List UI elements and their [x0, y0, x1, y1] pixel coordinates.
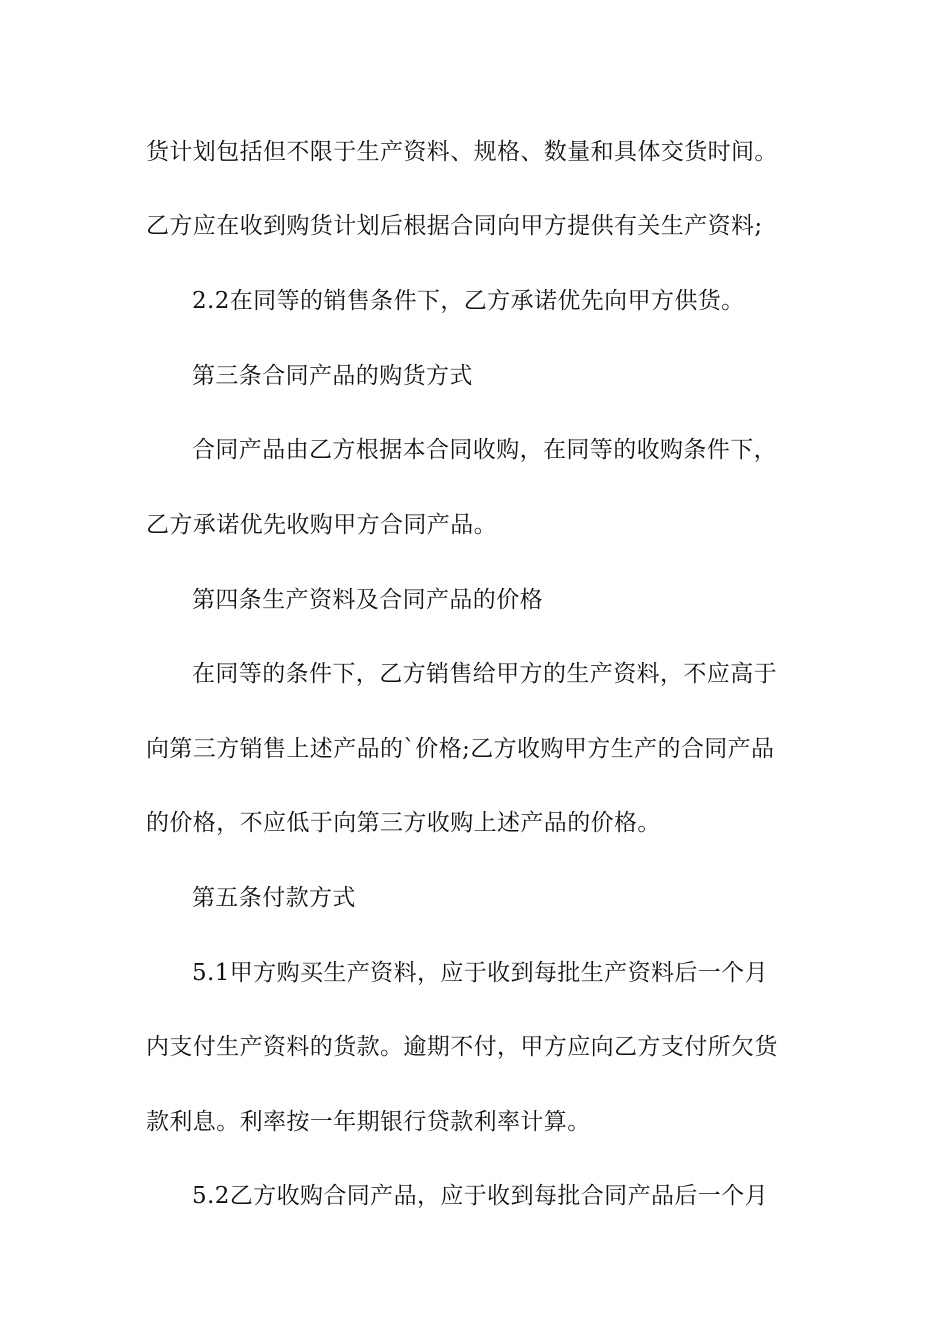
- paragraph-line: 2.2在同等的销售条件下，乙方承诺优先向甲方供货。: [192, 288, 745, 314]
- paragraph-line: 向第三方销售上述产品的`价格;乙方收购甲方生产的合同产品: [146, 736, 775, 762]
- paragraph-line: 在同等的条件下，乙方销售给甲方的生产资料，不应高于: [192, 661, 777, 687]
- paragraph-line: 5.1甲方购买生产资料，应于收到每批生产资料后一个月: [192, 960, 768, 986]
- paragraph-line: 乙方应在收到购货计划后根据合同向甲方提供有关生产资料;: [146, 213, 763, 239]
- section-heading: 第四条生产资料及合同产品的价格: [192, 587, 543, 613]
- paragraph-line: 的价格，不应低于向第三方收购上述产品的价格。: [146, 810, 661, 836]
- paragraph-line: 货计划包括但不限于生产资料、规格、数量和具体交货时间。: [146, 139, 778, 165]
- section-heading: 第五条付款方式: [192, 885, 356, 911]
- paragraph-line: 合同产品由乙方根据本合同收购，在同等的收购条件下，: [192, 437, 777, 463]
- section-heading: 第三条合同产品的购货方式: [192, 363, 473, 389]
- paragraph-line: 乙方承诺优先收购甲方合同产品。: [146, 512, 497, 538]
- paragraph-line: 5.2乙方收购合同产品，应于收到每批合同产品后一个月: [192, 1183, 768, 1209]
- paragraph-line: 款利息。利率按一年期银行贷款利率计算。: [146, 1109, 591, 1135]
- paragraph-line: 内支付生产资料的货款。逾期不付，甲方应向乙方支付所欠货: [146, 1034, 778, 1060]
